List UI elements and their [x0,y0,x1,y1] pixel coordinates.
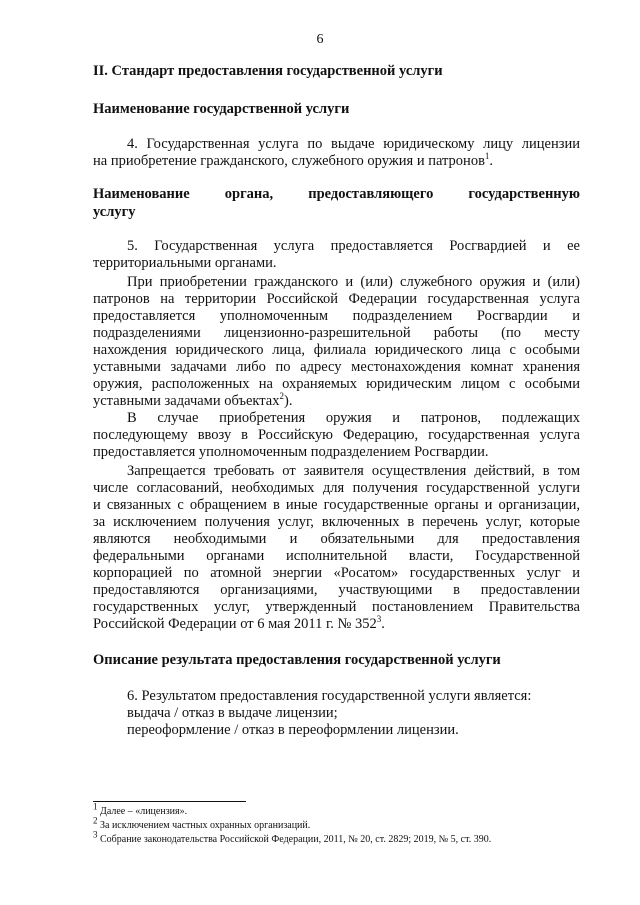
paragraph-5b-line-7: оружия, расположенных на охраняемых юридическим лицом с особыми [93,376,580,392]
paragraph-5d-line-7: корпорацией по атомной энергии «Росатом» государственных услуг и [93,565,580,581]
footnote-ref-1: 1 [484,151,490,162]
paragraph-5b-line-3: предоставляется уполномоченным подразделением Росгвардии и [93,308,580,324]
paragraph-4-line-1: 4. Государственная услуга по выдаче юридическому лицу лицензии [127,136,580,152]
paragraph-5d-line-9: государственных услуг, утвержденный постановлением Правительства [93,599,580,615]
footnote-divider [93,801,246,802]
footnote-2: $^2$ За исключением частных охранных организаций. [93,815,311,831]
paragraph-6-line-3: переоформление / отказ в переоформлении лицензии. [127,722,459,738]
paragraph-4-line-2: на приобретение гражданского, служебного оружия и патронов$^1$. [93,151,494,169]
paragraph-5d-line-10: Российской Федерации от 6 мая 2011 г. № $352^3$. [93,614,385,632]
paragraph-5c-line-3: предоставляется уполномоченным подразделением Росгвардии. [93,444,489,460]
paragraph-5b-line-6: уставными задачами либо по адресу местонахождения комнат хранения [93,359,580,375]
paragraph-6-line-2: выдача / отказ в выдаче лицензии; [127,705,338,721]
footnote-1: $^1$ Далее – «лицензия». [93,801,188,817]
paragraph-5c-line-1: В случае приобретения оружия и патронов, подлежащих [127,410,580,426]
paragraph-5b-line-2: патронов на территории Российской Федерации государственная услуга [93,291,580,307]
paragraph-5d-line-2: числе согласований, необходимых для получения государственной услуги [93,480,580,496]
paragraph-5-line-2: территориальными органами. [93,255,277,271]
paragraph-5d-line-6: федеральными органами исполнительной власти, Государственной [93,548,580,564]
subheading-authority-line-1: Наименование органа, предоставляющего государственную [93,186,580,202]
footnote-3: $^3$ Собрание законодательства Российской Федерации, 2011, № 20, ст. 2829; 2019, № 5, ст. 390. [93,829,492,845]
paragraph-5c-line-2: последующему ввозу в Российскую Федерацию, государственная услуга [93,427,580,443]
paragraph-5d-line-5: являются необходимыми и обязательными для предоставления [93,531,580,547]
paragraph-6-line-1: 6. Результатом предоставления государственной услуги является: [127,688,532,704]
paragraph-5d-line-4: за исключением получения услуг, включенных в перечень услуг, которые [93,514,580,530]
footnote-ref-3: 3 [376,614,382,625]
subheading-service-name: Наименование государственной услуги [93,101,350,117]
paragraph-5d-line-3: и связанных с обращением в иные государственные органы и организации, [93,497,580,513]
subheading-result: Описание результата предоставления государственной услуги [93,652,501,668]
paragraph-5-line-1: 5. Государственная услуга предоставляется Росгвардией и ее [127,238,580,254]
page-number: 6 [316,32,324,47]
section-title: II. Стандарт предоставления государственной услуги [93,63,443,79]
subheading-authority-line-2: услугу [93,204,136,220]
paragraph-5b-line-4: подразделениями лицензионно-разрешительной работы (по месту [93,325,580,341]
paragraph-5d-line-8: предоставляются организациями, участвующими в предоставлении [93,582,580,598]
paragraph-5b-line-8: уставными задачами объектах$^2$). [93,391,293,409]
footnote-ref-2: 2 [279,391,284,402]
paragraph-5b-line-1: При приобретении гражданского и (или) служебного оружия и (или) [127,274,580,290]
paragraph-5d-line-1: Запрещается требовать от заявителя осуществления действий, в том [127,463,580,479]
paragraph-5b-line-5: нахождения юридического лица, филиала юридического лица с особыми [93,342,580,358]
